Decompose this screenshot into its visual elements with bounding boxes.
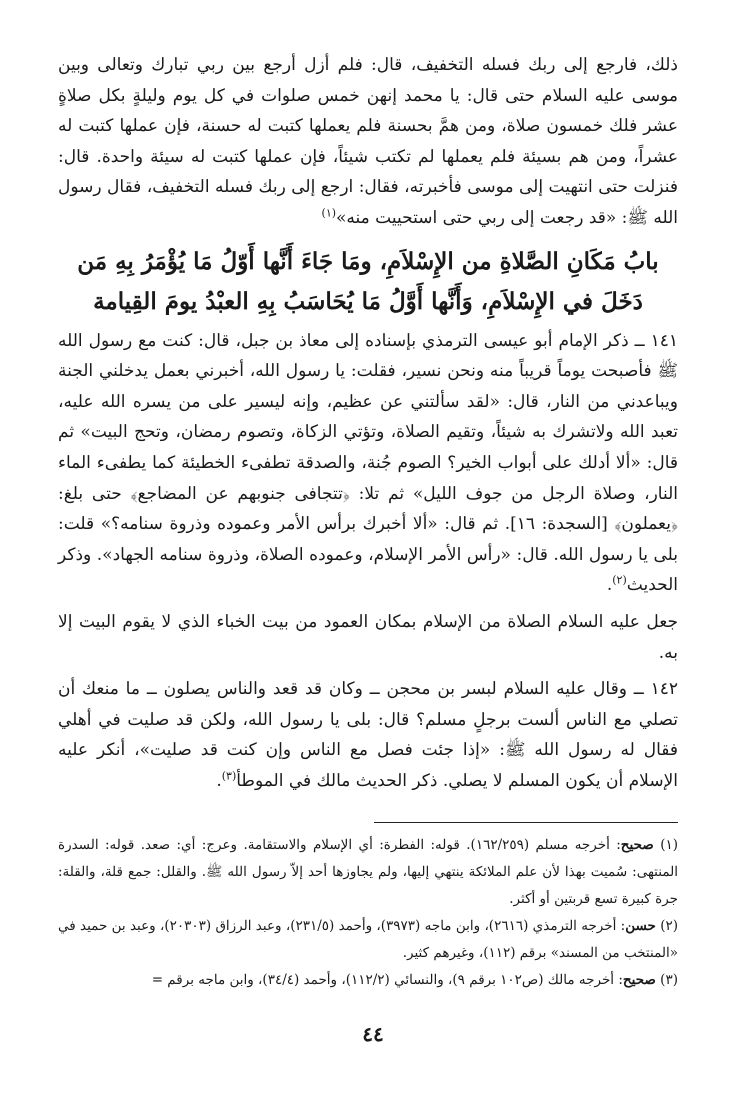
footnote-text: : أخرجه مسلم (١٦٢/٢٥٩). قوله: الفطرة: أي الإسلام والاستقامة. وعرج: أي: صعد. قوله: السدرة المنتهى: سُميت بهذا لأن علم الملائكة ينتهي إليها، ولم يجاوزها أحد إلاّ رسول الله ﷺ. والقلل: جمع قلة، والقلة: جرة كبيرة تسع قربتين أو أكثر. [58,837,678,907]
footnote-1 [58,832,678,913]
footnote-divider [374,822,678,823]
footnote-ref-2[interactable]: (٢) [612,573,627,587]
footnote-ref-1[interactable]: (١) [321,206,337,220]
chapter-heading [58,242,678,322]
paragraph-hadith-142 [58,674,678,796]
footnote-number: (١) [660,837,679,853]
paragraph-end-mark: . [606,575,613,596]
footnotes-section [58,832,678,994]
footnote-number: (٢) [660,918,679,934]
paragraph-text: ذلك، فارجع إلى ربك فسله التخفيف، قال: فلم أزل أرجع بين ربي تبارك وتعالى وبين موسى عليه السلام حتى قال: يا محمد إنهن خمس صلوات في كل يوم وليلةٍ بكل صلاةٍ عشر فلك خمسون صلاة، ومن همَّ بحسنة فلم يعملها كتبت له حسنة، فإن عملها كتبت له عشراً، ومن هم بسيئة فلم يعملها لم تكتب شيئاً، فإن عملها كتبت له سيئة واحدة. قال: فنزلت حتى انتهيت إلى موسى فأخبرته، فقال: ارجع إلى ربك فسله التخفيف، فقال رسول الله ﷺ: «قد رجعت إلى ربي حتى استحييت منه» [58,55,678,228]
footnote-ref-3[interactable]: (٣) [221,769,237,783]
footnote-text: : أخرجه الترمذي (٢٦١٦)، وابن ماجه (٣٩٧٣)، وأحمد (٢٣١/٥)، وعبد الرزاق (٢٠٣٠٣)، وعبد بن حميد في «المنتخب من المسند» برقم (١١٢)، وغيرهم كثير. [58,918,678,961]
paragraph-end-mark: . [216,770,222,791]
footnote-grade: صحيح [622,972,656,988]
footnote-text: : أخرجه مالك (ص١٠٢ برقم ٩)، والنسائي (١١٢/٢)، وأحمد (٣٤/٤)، وابن ماجه برقم = [151,972,623,988]
page-number: ٤٤ [362,1022,384,1046]
footnote-grade: صحيح [620,837,654,853]
paragraph-text: ١٤١ ــ ذكر الإمام أبو عيسى الترمذي بإسناده إلى معاذ بن جبل، قال: كنت مع رسول الله ﷺ فأصبحت يوماً قريباً منه ونحن نسير، فقلت: يا رسول الله، أخبرني بعمل يدخلني الجنة ويباعدني من النار، قال: «لقد سألتني عن عظيم، وإنه ليسير على من يسره الله عليه، تعبد الله ولاتشرك به شيئاً، وتقيم الصلاة، وتؤتي الزكاة، وتصوم رمضان، وتحج البيت» ثم قال: «ألا أدلك على أبواب الخير؟ الصوم جُنة، والصدقة تطفىء الخطيئة كما يطفىء الماء النار، وصلاة الرجل من جوف الليل» ثم تلا: ﴿تتجافى جنوبهم عن المضاجع﴾ حتى بلغ: ﴿يعملون﴾ [السجدة: ١٦]. ثم قال: «ألا أخبرك برأس الأمر وعموده وذروة سنامه؟» قلت: بلى يا رسول الله. قال: «رأس الأمر الإسلام، وعموده الصلاة، وذروة سنامه الجهاد». وذكر الحديث [58,330,678,596]
chapter-heading-line-1: بابُ مَكَانِ الصَّلاةِ من الإِسْلاَمِ، ومَا جَاءَ أَنَّها أَوّلُ مَا يُؤْمَرُ بِهِ مَن [77,247,659,275]
paragraph-hadith-continuation [58,50,678,234]
footnote-grade: حسن [625,918,656,934]
footnote-2 [58,913,678,967]
chapter-heading-line-2: دَخَلَ في الإِسْلاَمِ، وَأَنَّها أَوَّلُ مَا يُحَاسَبُ بِهِ العبْدُ يومَ القِيامة [93,287,643,315]
paragraph-commentary: جعل عليه السلام الصلاة من الإسلام بمكان العمود من بيت الخباء الذي لا يقوم البيت إلا به. [58,611,678,663]
footnote-3 [58,967,678,994]
footnote-number: (٣) [660,972,678,988]
paragraph-text: ١٤٢ ــ وقال عليه السلام لبسر بن محجن ــ وكان قد قعد والناس يصلون ــ ما منعك أن تصلي مع الناس ألست برجلٍ مسلم؟ قال: بلى يا رسول الله، ولكن قد صليت في أهلي فقال له رسول الله ﷺ: «إذا جئت فصل مع الناس وإن كنت قد صليت»، أنكر عليه الإسلام أن يكون المسلم لا يصلي. ذكر الحديث مالك في الموطأ [58,679,678,791]
paragraph-hadith-141 [58,326,678,601]
